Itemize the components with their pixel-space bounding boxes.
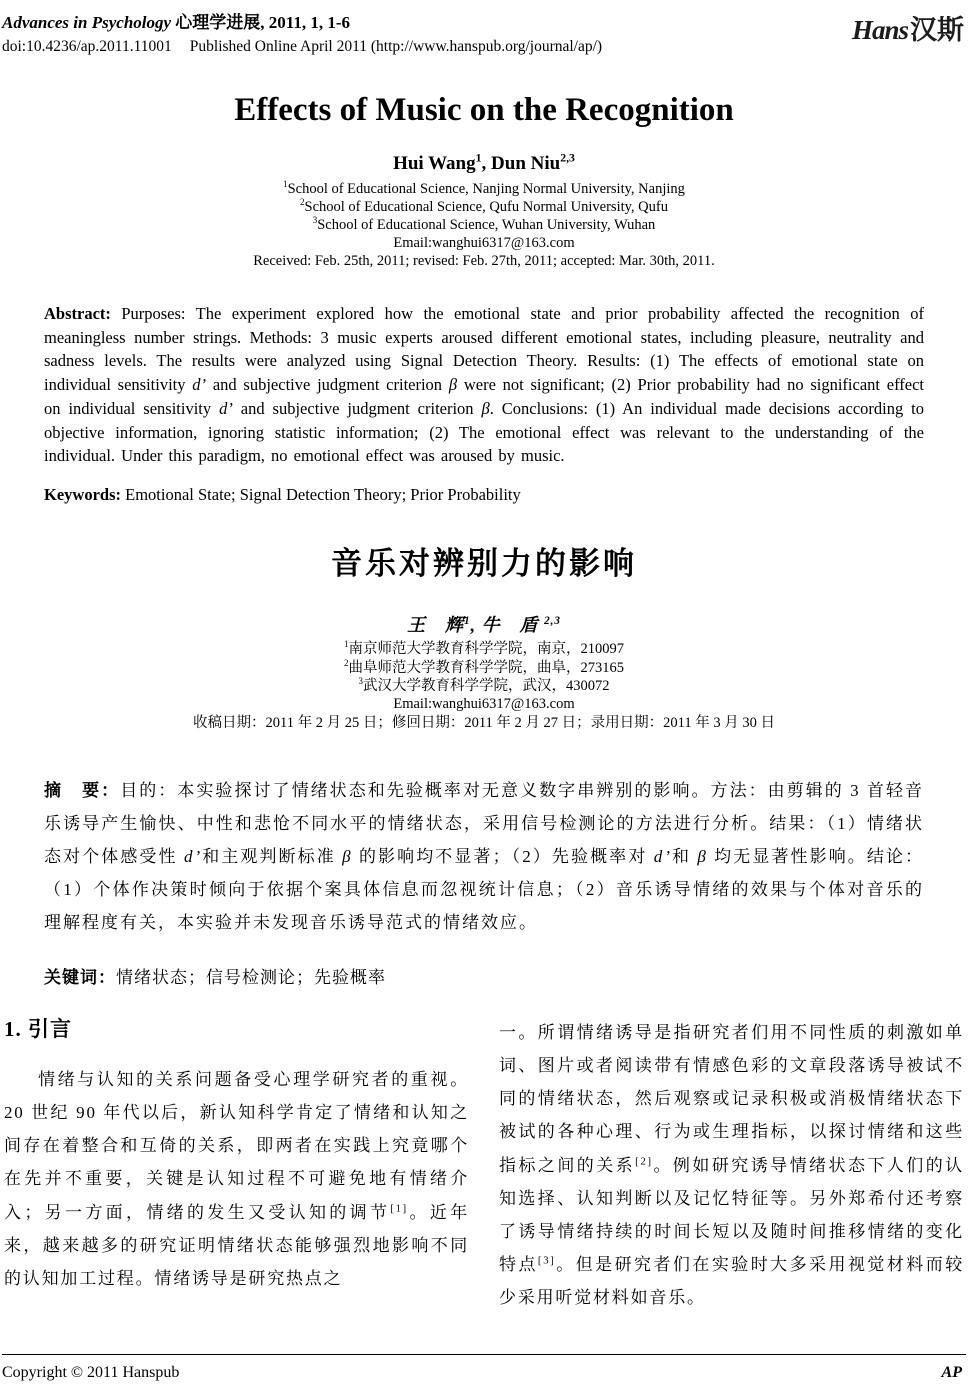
affiliation-english-2: $^2$School of Educational Science, Qufu Normal University, Qufu <box>300 197 668 215</box>
logo-text-chinese: 汉斯 <box>910 15 964 45</box>
keywords-english: Keywords: Emotional State; Signal Detection Theory; Prior Probability <box>44 485 521 505</box>
received-dates-chinese: 收稿日期：2011 年 2 月 25 日；修回日期：2011 年 2 月 27 日；录用日期：2011 年 3 月 30 日 <box>192 714 775 731</box>
affiliation-chinese-3: $^3$武汉大学教育科学学院，武汉，430072 <box>358 676 610 694</box>
section-1-heading: 1. 引言 <box>4 1016 72 1041</box>
page-footer <box>2 1354 966 1382</box>
affiliation-chinese-2: $^2$曲阜师范大学教育科学学院，曲阜，273165 <box>344 657 624 676</box>
paper-title-chinese: 音乐对辨别力的影响 <box>331 546 637 582</box>
intro-paragraph-left: 情绪与认知的关系问题备受心理学研究者的重视。20 世纪 90 年代以后，新认知科学肯定了情绪和认知之间存在着整合和互倚的关系，即两者在实践上究竟哪个在先并不重要，关键是认知过程不可避免地有情绪介入；另一方面，情绪的发生又受认知的调节[1]。近年来，越来越多的研究证明情绪状态能够强烈地影响不同的认知加工过程。情绪诱导是研究热点之 <box>4 1069 469 1288</box>
copyright-text: Copyright © 2011 Hanspub <box>2 1364 180 1381</box>
published-online-text: Published Online April 2011 (http://www.hanspub.org/journal/ap/) <box>189 38 603 55</box>
authors-english: Hui Wang$^1$, Dun Niu$^{2,3}$ <box>393 151 575 174</box>
affiliation-english-3: $^3$School of Educational Science, Wuhan University, Wuhan <box>312 215 656 233</box>
journal-info <box>2 8 602 56</box>
right-column <box>499 1013 964 1314</box>
paper-title-english: Effects of Music on the Recognition <box>234 92 734 128</box>
email-chinese: Email:wanghui6317@163.com <box>393 696 575 713</box>
left-column <box>4 1013 469 1314</box>
journal-abbreviation-label: AP <box>941 1364 962 1381</box>
affiliations-chinese-block <box>2 640 966 732</box>
abstract-chinese: 摘 要：目的：本实验探讨了情绪状态和先验概率对无意义数字串辨别的影响。方法：由剪辑的 3 首轻音乐诱导产生愉快、中性和悲怆不同水平的情绪状态，采用信号检测论的方法进行分析。结果：（1）情绪状态对个体感受性 d’和主观判断标准 β 的影响均不显著；（2）先验概率对 d’和 β 均无显著性影响。结论：（1）个体作决策时倾向于依据个案具体信息而忽视统计信息；（2）音乐诱导情绪的效果与个体对音乐的理解程度有关，本实验并未发现音乐诱导范式的情绪效应。 <box>44 781 925 932</box>
keywords-chinese: 关键词：情绪状态；信号检测论；先验概率 <box>44 967 386 987</box>
affiliation-english-1: $^1$School of Educational Science, Nanjing Normal University, Nanjing <box>283 179 685 197</box>
intro-paragraph-right: 一。所谓情绪诱导是指研究者们用不同性质的刺激如单词、图片或者阅读带有情感色彩的文章段落诱导被试不同的情绪状态，然后观察或记录积极或消极情绪状态下被试的各种心理、行为或生理指标，以探讨情绪和这些指标之间的关系[2]。例如研究诱导情绪状态下人们的认知选择、认知判断以及记忆特征等。另外郑希付还考察了诱导情绪持续的时间长短以及随时间推移情绪的变化特点[3]。但是研究者们在实验时大多采用视觉材料而较少采用听觉材料如音乐。 <box>499 1022 964 1308</box>
received-dates-english: Received: Feb. 25th, 2011; revised: Feb. 27th, 2011; accepted: Mar. 30th, 2011. <box>253 252 715 269</box>
logo-text-english: Hans <box>851 15 908 45</box>
authors-chinese: 王 辉$^1$, 牛 盾 $^{2,3}$ <box>406 615 562 636</box>
journal-title-chinese: 心理学进展, 2011, 1, 1-6 <box>175 13 351 32</box>
journal-title-english: Advances in Psychology <box>2 13 172 32</box>
affiliation-chinese-1: $^1$南京师范大学教育科学学院，南京，210097 <box>344 639 624 658</box>
two-column-body <box>4 1013 964 1314</box>
abstract-english: Abstract: Purposes: The experiment explored how the emotional state and prior probability affected the recognition of meaningless number strings. Methods: 3 music experts aroused different emotional states, including pleasure, neutrality and sadness levels. The results were analyzed using Signal Detection Theory. Results: (1) The effects of emotional state on individual sensitivity d’ and subjective judgment criterion β were not significant; (2) Prior probability had no significant effect on individual sensitivity d’ and subjective judgment criterion β. Conclusions: (1) An individual made decisions according to objective information, ignoring statistic information; (2) The emotional effect was relevant to the understanding of the individual. Under this paradigm, no emotional effect was aroused by music. <box>44 303 925 466</box>
doi-line <box>2 38 602 56</box>
affiliations-english-block <box>2 181 966 271</box>
journal-header <box>2 8 966 56</box>
email-english: Email:wanghui6317@163.com <box>393 234 575 251</box>
journal-title-line <box>2 8 602 33</box>
doi-text: doi:10.4236/ap.2011.11001 <box>2 38 172 55</box>
hans-publisher-logo <box>852 8 966 47</box>
